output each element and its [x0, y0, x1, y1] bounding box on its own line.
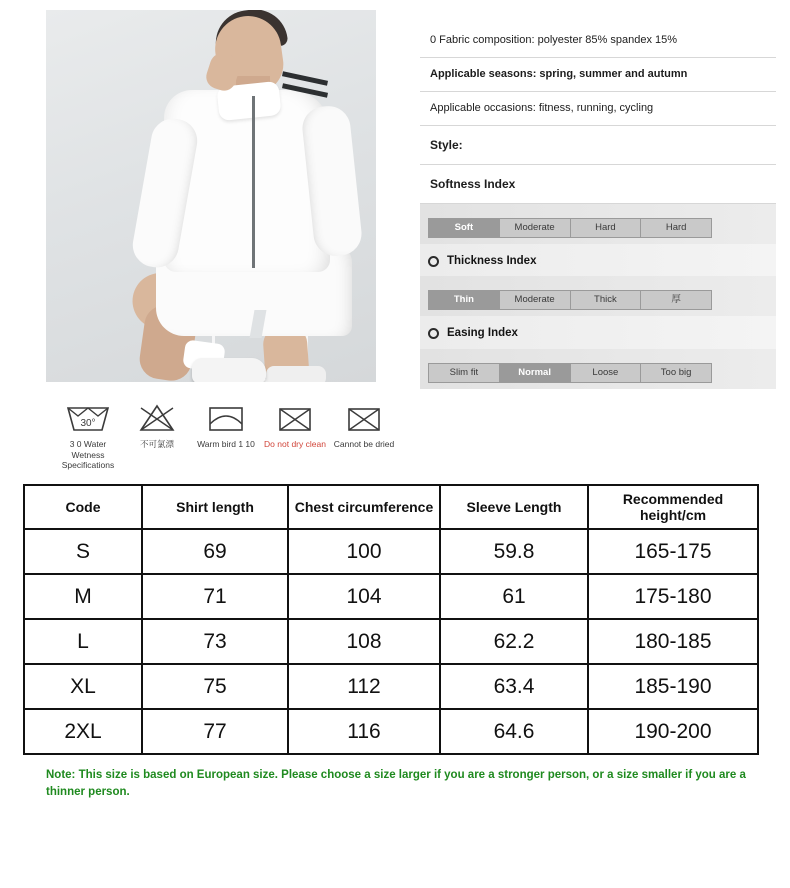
spec-applicable-seasons: Applicable seasons: spring, summer and autumn: [420, 58, 776, 92]
care-instruction-strip: [46, 400, 398, 471]
cell-shirt-length: 69: [142, 529, 288, 574]
thickness-seg-4[interactable]: 厚: [641, 291, 711, 309]
cell-chest: 108: [288, 619, 440, 664]
th-chest: Chest circumference: [288, 485, 440, 529]
care-label-no-dry-clean: Do not dry clean: [264, 439, 326, 449]
easing-scale-wrap: [420, 349, 776, 389]
table-row: [24, 574, 758, 619]
bullet-icon: [428, 256, 439, 267]
th-shirt-length: Shirt length: [142, 485, 288, 529]
tumble-dry-icon: [192, 400, 260, 434]
care-item-cannot-dry: [330, 400, 398, 471]
thickness-seg-1[interactable]: Thin: [429, 291, 500, 309]
cell-code: 2XL: [24, 709, 142, 754]
care-label-wash: 3 0 Water Wetness Specifications: [61, 439, 115, 471]
cell-code: S: [24, 529, 142, 574]
care-item-no-dry-clean: [261, 400, 329, 471]
table-row: [24, 529, 758, 574]
cell-code: XL: [24, 664, 142, 709]
easing-index-title: Easing Index: [447, 327, 518, 340]
cell-shirt-length: 73: [142, 619, 288, 664]
cell-sleeve: 62.2: [440, 619, 588, 664]
thickness-index-title: Thickness Index: [447, 254, 537, 267]
cell-height: 180-185: [588, 619, 758, 664]
th-height: Recommended height/cm: [588, 485, 758, 529]
softness-scale-wrap: [420, 204, 776, 244]
cell-chest: 104: [288, 574, 440, 619]
easing-scale: [428, 363, 712, 383]
cell-height: 185-190: [588, 664, 758, 709]
cell-height: 165-175: [588, 529, 758, 574]
care-label-no-bleach: 不可氯漂: [139, 439, 174, 449]
spec-style: Style:: [420, 126, 776, 165]
do-not-dry-clean-icon: [261, 400, 329, 434]
care-label-tumble-dry: Warm bird 1 10: [197, 439, 255, 449]
cannot-be-dried-icon: [330, 400, 398, 434]
cell-sleeve: 64.6: [440, 709, 588, 754]
thickness-scale-wrap: [420, 276, 776, 316]
softness-seg-2[interactable]: Moderate: [500, 219, 571, 237]
care-label-cannot-dry: Cannot be dried: [333, 439, 395, 449]
easing-seg-3[interactable]: Loose: [571, 364, 642, 382]
left-column: [0, 0, 420, 478]
table-row: [24, 619, 758, 664]
spec-applicable-occasions: Applicable occasions: fitness, running, cycling: [420, 92, 776, 126]
cell-chest: 100: [288, 529, 440, 574]
care-item-no-bleach: [123, 400, 191, 471]
softness-seg-3[interactable]: Hard: [571, 219, 642, 237]
svg-text:30°: 30°: [80, 418, 96, 429]
spec-fabric-composition: 0 Fabric composition: polyester 85% spandex 15%: [420, 24, 776, 58]
product-photo: [46, 10, 376, 382]
softness-seg-4[interactable]: Hard: [641, 219, 711, 237]
cell-code: M: [24, 574, 142, 619]
easing-seg-4[interactable]: Too big: [641, 364, 711, 382]
cell-shirt-length: 77: [142, 709, 288, 754]
cell-height: 175-180: [588, 574, 758, 619]
cell-code: L: [24, 619, 142, 664]
spec-softness-index-title: Softness Index: [420, 165, 776, 204]
table-row: [24, 664, 758, 709]
cell-shirt-length: 71: [142, 574, 288, 619]
thickness-scale: [428, 290, 712, 310]
wash-30-icon: [54, 400, 122, 434]
easing-index-header: [420, 316, 776, 348]
table-header-row: [24, 485, 758, 529]
softness-seg-1[interactable]: Soft: [429, 219, 500, 237]
easing-seg-2[interactable]: Normal: [500, 364, 571, 382]
size-table: [23, 484, 759, 755]
spec-column: [420, 0, 790, 478]
th-sleeve: Sleeve Length: [440, 485, 588, 529]
model-shoe-left: [192, 358, 266, 382]
care-item-tumble-dry: [192, 400, 260, 471]
cell-sleeve: 59.8: [440, 529, 588, 574]
no-bleach-icon: [123, 400, 191, 434]
cell-chest: 112: [288, 664, 440, 709]
softness-scale: [428, 218, 712, 238]
model-shoe-right: [266, 366, 326, 382]
cell-sleeve: 61: [440, 574, 588, 619]
bullet-icon: [428, 328, 439, 339]
cell-height: 190-200: [588, 709, 758, 754]
thickness-index-header: [420, 244, 776, 276]
th-code: Code: [24, 485, 142, 529]
size-note: Note: This size is based on European size. Please choose a size larger if you are a stronger person, or a size smaller if you are a thinner person.: [46, 769, 746, 798]
thickness-seg-2[interactable]: Moderate: [500, 291, 571, 309]
easing-seg-1[interactable]: Slim fit: [429, 364, 500, 382]
cell-chest: 116: [288, 709, 440, 754]
care-item-wash: [54, 400, 122, 471]
jacket-zipper: [252, 96, 255, 268]
table-row: [24, 709, 758, 754]
thickness-seg-3[interactable]: Thick: [571, 291, 642, 309]
cell-sleeve: 63.4: [440, 664, 588, 709]
cell-shirt-length: 75: [142, 664, 288, 709]
